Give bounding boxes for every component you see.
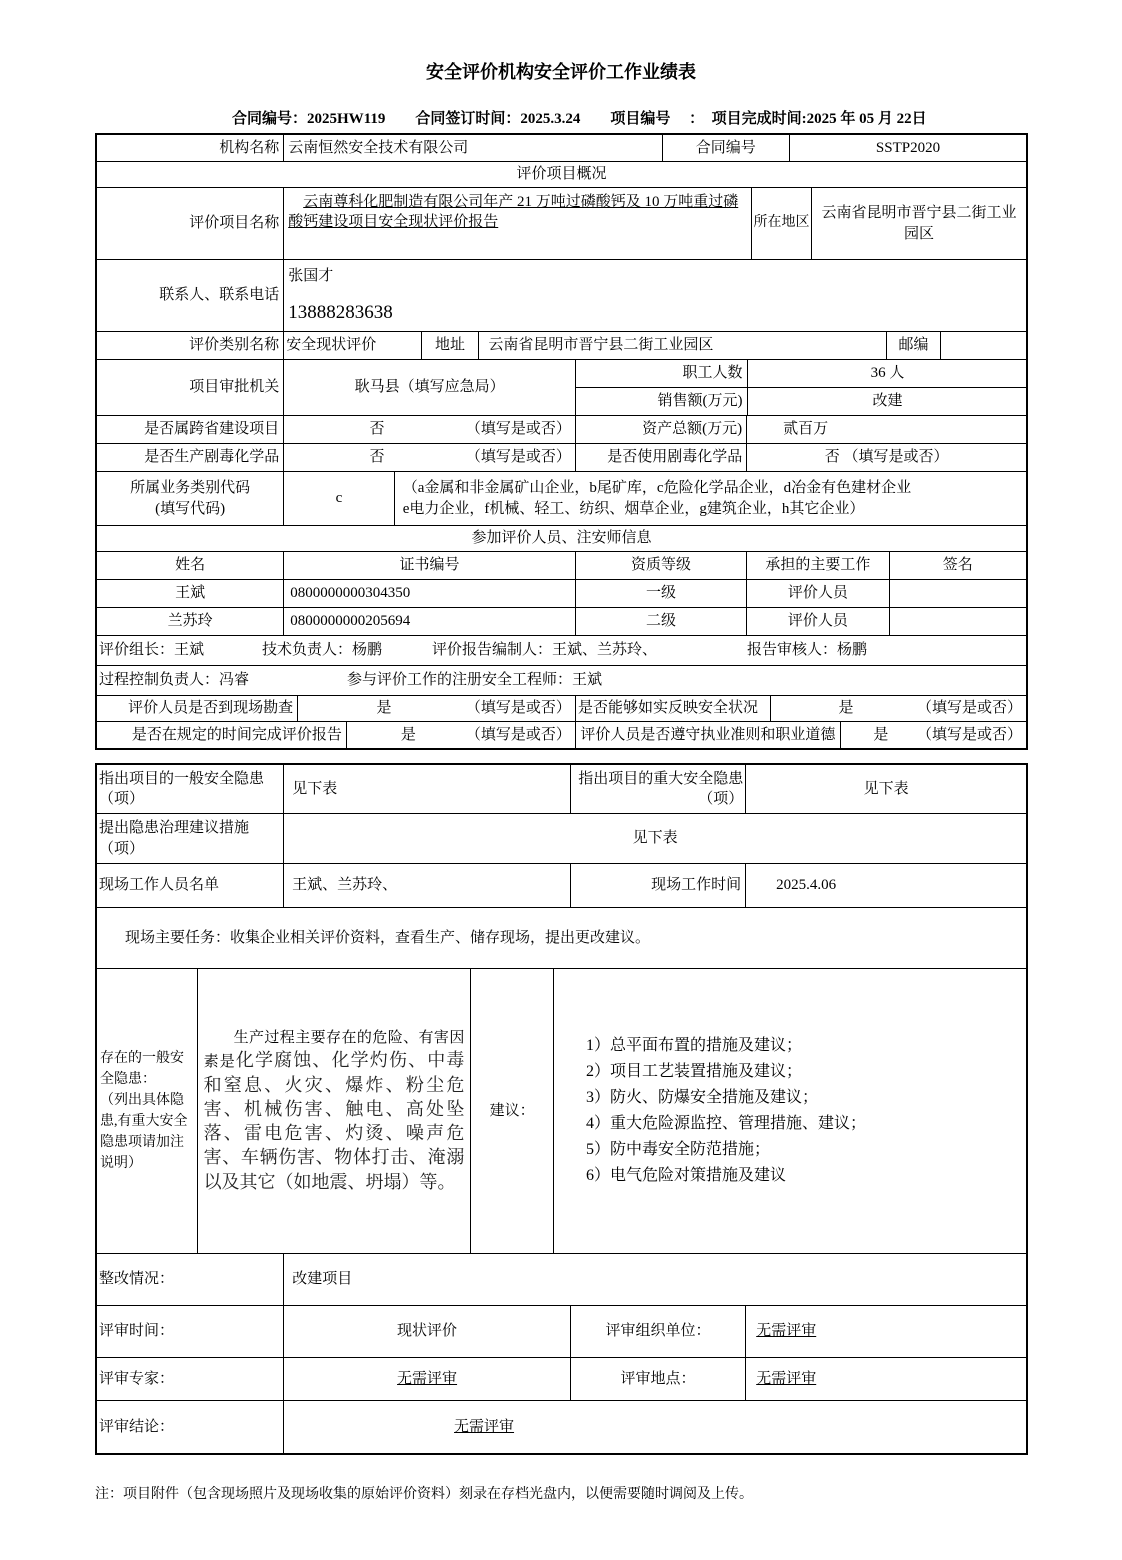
- fill-hint: （填写是或否）: [465, 421, 571, 438]
- advice-item: 2）项目工艺装置措施及建议；: [586, 1063, 803, 1080]
- work-time-value: 2025.4.06: [745, 864, 1026, 907]
- tech-lead: 技术负责人：杨鹏: [262, 642, 383, 659]
- postcode-label: 邮编: [886, 332, 941, 359]
- biz-type-code: c: [283, 472, 394, 525]
- contact-name: 张国才: [288, 267, 334, 284]
- table-row: [97, 443, 1026, 471]
- ontime-value: 是: [400, 726, 416, 743]
- category-value: 安全现状评价: [283, 332, 420, 359]
- ethics-value: 是: [873, 726, 889, 743]
- table-row: [97, 1400, 1026, 1453]
- rectify-label: 整改情况：: [99, 1271, 175, 1288]
- col-job: 承担的主要工作: [746, 552, 888, 579]
- table-row: [97, 161, 1026, 187]
- staff-count-value: 36 人: [747, 360, 1027, 387]
- contact-phone: 13888283638: [288, 301, 393, 323]
- advice-item: 3）防火、防爆安全措施及建议；: [586, 1089, 819, 1106]
- person-name: 兰苏玲: [167, 613, 213, 630]
- major-hazard-label-line1: 指出项目的重大安全隐患: [578, 770, 744, 787]
- review-expert-label: 评审专家：: [99, 1370, 175, 1387]
- hazard-col-label-line1: 存在的一般安全隐患：: [100, 1051, 184, 1087]
- project-name-text: 云南尊科化肥制造有限公司年产 21 万吨过磷酸钙及 10 万吨重过磷酸钙建设项目安全现状评价报告: [288, 194, 739, 231]
- table-row: [97, 665, 1026, 695]
- staff-subrow: [575, 360, 1026, 387]
- registered-engineer: 参与评价工作的注册安全工程师：王斌: [347, 672, 603, 689]
- approval-authority-value: 耿马县（填写应急局）: [283, 360, 575, 415]
- table-row: [97, 331, 1026, 359]
- major-hazard-label: [578, 769, 743, 810]
- person-sign: [889, 608, 1026, 635]
- address-value: 云南省昆明市晋宁县二街工业园区: [478, 332, 885, 359]
- region-value: 云南省昆明市晋宁县二街工业园区: [811, 188, 1026, 259]
- asset-total-label: 资产总额(万元): [575, 416, 746, 443]
- table-row: [97, 765, 1026, 813]
- col-sign: 签名: [889, 552, 1026, 579]
- review-time-label: 评审时间：: [99, 1323, 175, 1340]
- table-row: [97, 471, 1026, 525]
- review-expert-value: 无需评审: [397, 1370, 458, 1387]
- table-row: [97, 721, 1026, 748]
- hazard-col-label: [100, 1048, 194, 1174]
- biz-type-desc-line1: （a金属和非金属矿山企业，b尾矿库，c危险化学品企业，d冶金有色建材企业: [402, 480, 912, 497]
- sales-value: 改建: [747, 388, 1027, 415]
- site-task: 现场主要任务：收集企业相关评价资料，查看生产、储存现场，提出更改建议。: [125, 929, 651, 946]
- col-name: 姓名: [175, 557, 206, 574]
- measures-label-line2: （项）: [99, 840, 145, 857]
- findings-table: [95, 763, 1028, 1455]
- general-hazard-label: [99, 769, 264, 810]
- advice-item: 5）防中毒安全防范措施；: [586, 1141, 771, 1158]
- measures-value: 见下表: [283, 814, 1026, 863]
- major-hazard-label-line2: （项）: [698, 791, 744, 807]
- page-title: 安全评价机构安全评价工作业绩表: [426, 62, 696, 82]
- sales-subrow: [575, 387, 1026, 415]
- toxic-use-value: 否 （填写是或否）: [746, 444, 1026, 471]
- fill-hint: （填写是或否）: [916, 726, 1022, 743]
- cross-province-value: 否: [369, 421, 385, 438]
- fill-hint: （填写是或否）: [465, 726, 571, 743]
- general-hazard-label-line2: （项）: [99, 791, 145, 807]
- ontime-label: 是否在规定的时间完成评价报告: [131, 726, 342, 743]
- person-cert: 0800000000304350: [283, 580, 575, 607]
- person-level: 二级: [575, 608, 746, 635]
- site-survey-label: 评价人员是否到现场勘查: [128, 700, 294, 717]
- site-survey-value: 是: [376, 700, 392, 717]
- hazard-col-label-line2: （列出具体隐患,有重大安全隐患项请加注说明）: [100, 1093, 188, 1171]
- toxic-produce-value: 否: [369, 449, 385, 466]
- review-result-label: 评审结论：: [99, 1418, 175, 1435]
- region-label: 所在地区: [751, 188, 811, 259]
- staff-count-label: 职工人数: [682, 365, 743, 382]
- table-row: [97, 187, 1026, 259]
- general-hazard-value: 见下表: [283, 765, 570, 813]
- personnel-row: [97, 607, 1026, 635]
- table-row: [97, 1357, 1026, 1400]
- biz-type-desc: [403, 478, 911, 519]
- table-row: [97, 415, 1026, 443]
- review-org-label: 评审组织单位：: [570, 1306, 745, 1357]
- main-info-table: [95, 133, 1028, 750]
- process-controller: 过程控制负责人：冯睿: [99, 672, 250, 689]
- biz-type-label-line1: 所属业务类别代码: [130, 480, 251, 497]
- measures-label-line1: 提出隐患治理建议措施: [99, 820, 250, 837]
- hazard-intro: 生产过程主要存在的危险、有害因素是: [203, 1029, 465, 1071]
- fill-hint: （填写是或否）: [465, 449, 571, 466]
- advice-label: 建议：: [470, 969, 553, 1253]
- table-row: [97, 525, 1026, 551]
- team-leader: 评价组长：王斌: [99, 642, 205, 659]
- org-name-label: 机构名称: [219, 139, 280, 156]
- reflect-safety-label: 是否能够如实反映安全状况: [575, 696, 770, 721]
- crew-label: 现场工作人员名单: [99, 877, 220, 894]
- person-job: 评价人员: [746, 580, 888, 607]
- person-cert: 0800000000205694: [283, 608, 575, 635]
- person-level: 一级: [575, 580, 746, 607]
- table-row: [97, 1253, 1026, 1305]
- fill-hint: （填写是或否）: [916, 700, 1022, 717]
- table-row: [97, 695, 1026, 721]
- advice-item: 6）电气危险对策措施及建议: [586, 1167, 787, 1184]
- org-name-value: 云南恒然安全技术有限公司: [283, 135, 661, 161]
- project-name-label: 评价项目名称: [189, 215, 280, 232]
- review-place-value: 无需评审: [756, 1370, 817, 1387]
- table-row: [97, 863, 1026, 907]
- biz-type-label-line2: (填写代码): [155, 500, 226, 517]
- major-hazard-value: 见下表: [745, 765, 1026, 813]
- biz-type-desc-line2: e电力企业，f机械、轻工、纺织、烟草企业，g建筑企业，h其它企业）: [402, 500, 865, 517]
- table-row: [97, 1305, 1026, 1357]
- crew-value: 王斌、兰苏玲、: [283, 864, 570, 907]
- table-row: [97, 359, 1026, 415]
- review-result-value: 无需评审: [454, 1418, 515, 1435]
- project-name-value: [283, 188, 751, 259]
- contact-label: 联系人、联系电话: [159, 287, 280, 304]
- postcode-value: [940, 332, 1026, 359]
- hazard-body: 化学腐蚀、化学灼伤、中毒和窒息、火灾、爆炸、粉尘危害、机械伤害、触电、高处坠落、雷电危害、灼烫、噪声危害、车辆伤害、物体打击、淹溺以及其它（如地震、坍塌）等。: [203, 1050, 465, 1192]
- report-auditor: 报告审核人：杨鹏: [747, 642, 868, 659]
- biz-type-label: [130, 478, 250, 519]
- review-time-value: 现状评价: [283, 1306, 570, 1357]
- person-sign: [889, 580, 1026, 607]
- review-place-label: 评审地点：: [570, 1358, 745, 1400]
- asset-total-value: 贰百万: [746, 416, 1026, 443]
- table-row: [97, 813, 1026, 863]
- contract-meta-line: 合同编号：2025HW119 合同签订时间：2025.3.24 项目编号 ： 项目完成时间:2025 年 05 月 22日: [232, 111, 927, 127]
- hazard-paragraph: [204, 1028, 465, 1194]
- fill-hint: （填写是或否）: [465, 700, 571, 717]
- general-hazard-label-line1: 指出项目的一般安全隐患: [99, 770, 265, 787]
- person-name: 王斌: [175, 585, 206, 602]
- table-row: [97, 259, 1026, 331]
- table-row: [97, 135, 1026, 161]
- footer-note: 注：项目附件（包含现场照片及现场收集的原始评价资料）刻录在存档光盘内，以便需要随时调阅及上传。: [95, 1487, 753, 1502]
- contract-no-label: 合同编号: [662, 135, 789, 161]
- report-writer: 评价报告编制人：王斌、兰苏玲、: [432, 642, 658, 659]
- project-overview-header: 评价项目概况: [516, 166, 607, 183]
- table-row: [97, 968, 1026, 1253]
- col-cert: 证书编号: [283, 552, 575, 579]
- rectify-value: 改建项目: [283, 1254, 1026, 1305]
- table-row: [97, 635, 1026, 665]
- approval-authority-label: 项目审批机关: [189, 379, 280, 396]
- toxic-use-label: 是否使用剧毒化学品: [575, 444, 746, 471]
- contact-block: [288, 266, 393, 326]
- advice-list: [586, 1033, 866, 1189]
- col-level: 资质等级: [575, 552, 746, 579]
- ethics-label: 评价人员是否遵守执业准则和职业道德: [575, 722, 840, 748]
- personnel-section-header: 参加评价人员、注安师信息: [471, 530, 652, 547]
- advice-item: 1）总平面布置的措施及建议；: [586, 1037, 803, 1054]
- review-org-value: 无需评审: [756, 1323, 817, 1340]
- cross-province-label: 是否属跨省建设项目: [144, 421, 280, 438]
- sales-label: 销售额(万元): [657, 393, 743, 410]
- measures-label: [99, 818, 249, 859]
- reflect-safety-value: 是: [838, 700, 854, 717]
- address-label: 地址: [421, 332, 479, 359]
- table-row: [97, 907, 1026, 968]
- category-label: 评价类别名称: [189, 337, 280, 354]
- work-time-label: 现场工作时间: [570, 864, 745, 907]
- personnel-row: [97, 579, 1026, 607]
- contract-no-value: SSTP2020: [789, 135, 1026, 161]
- personnel-header-row: [97, 551, 1026, 579]
- toxic-produce-label: 是否生产剧毒化学品: [144, 449, 280, 466]
- advice-item: 4）重大危险源监控、管理措施、建议；: [586, 1115, 867, 1132]
- person-job: 评价人员: [746, 608, 888, 635]
